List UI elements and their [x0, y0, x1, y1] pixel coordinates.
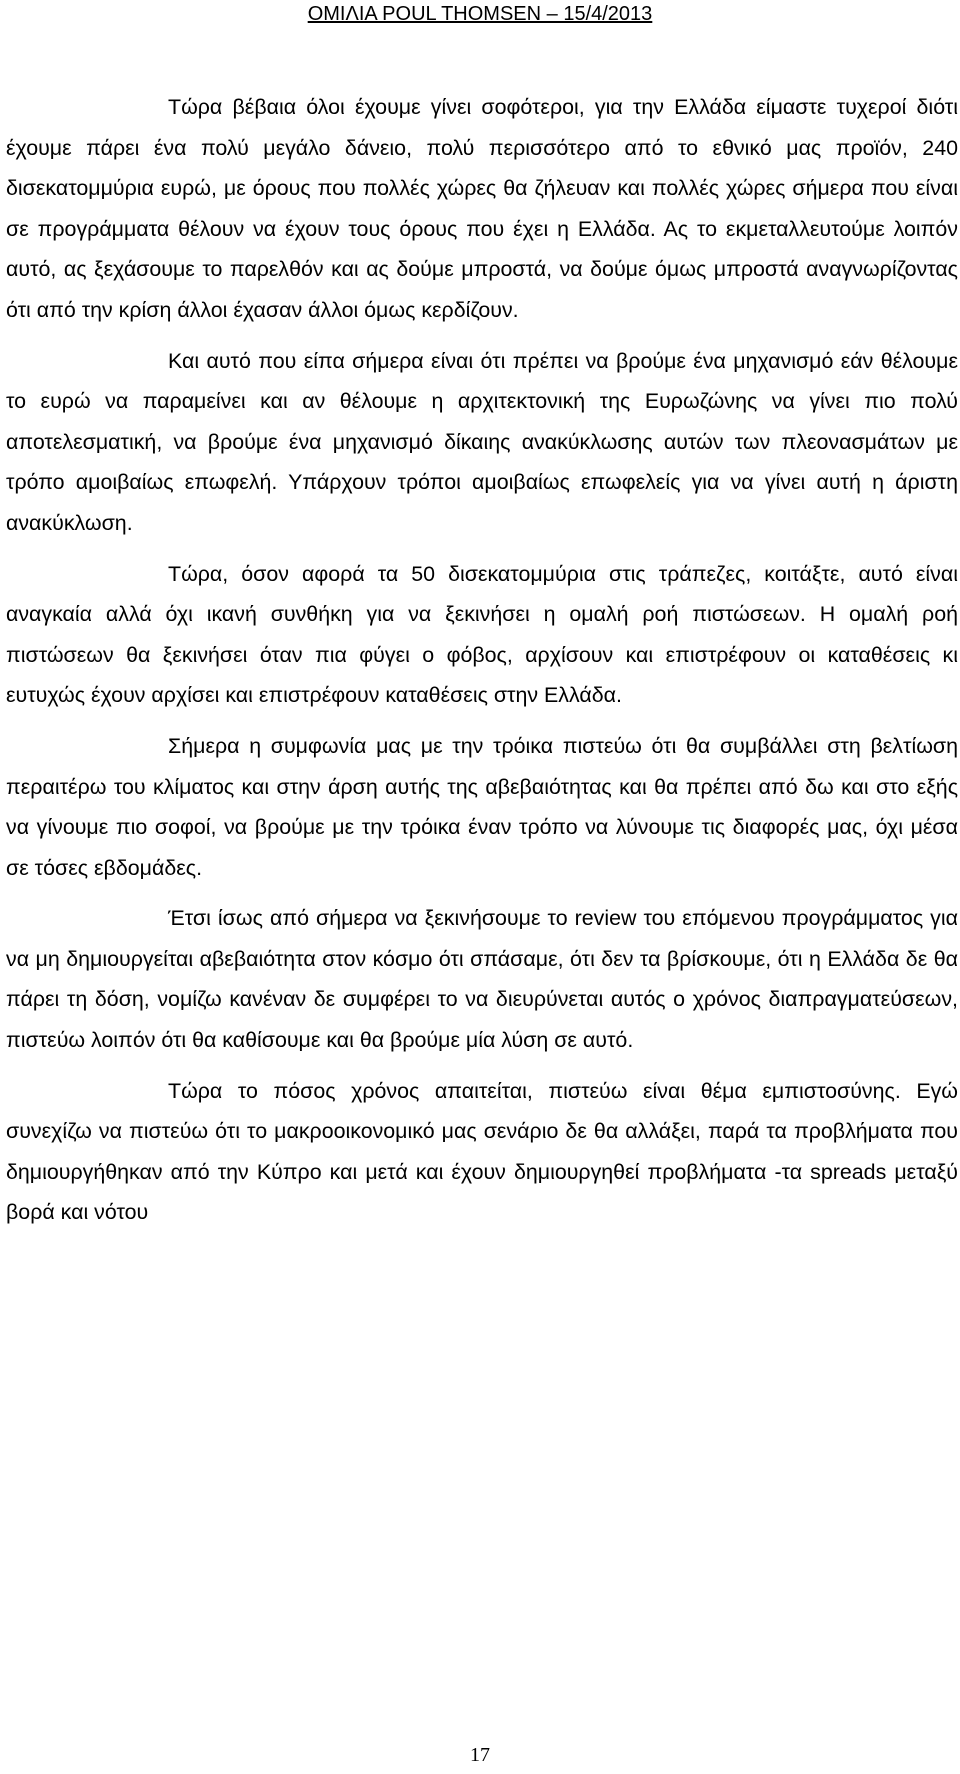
page-number: 17 [470, 1744, 490, 1766]
paragraph-5: Έτσι ίσως από σήμερα να ξεκινήσουμε το review του επόμενου προγράμματος για να μη δημιουργείται αβεβαιότητα στον κόσμο ότι σπάσαμε, ότι δεν τα βρίσκουμε, ότι η Ελλάδα δε θα πάρει τη δόση, νομίζω κανέναν δε συμφέρει το να διευρύνεται αυτός ο χρόνος διαπραγματεύσεων, πιστεύω λοιπόν ότι θα καθίσουμε και θα βρούμε μία λύση σε αυτό. [6, 906, 958, 1053]
paragraph-6: Τώρα το πόσος χρόνος απαιτείται, πιστεύω είναι θέμα εμπιστοσύνης. Εγώ συνεχίζω να πιστεύω ότι το μακροοικονομικό μας σενάριο δε θα αλλάξει, παρά τα προβλήματα που δημιουργήθηκαν από την Κύπρο και μετά και έχουν δημιουργηθεί προβλήματα -τα spreads μεταξύ βορά και νότου [6, 1078, 958, 1225]
paragraph-1: Τώρα βέβαια όλοι έχουμε γίνει σοφότεροι, για την Ελλάδα είμαστε τυχεροί διότι έχουμε πάρει ένα πολύ μεγάλο δάνειο, πολύ περισσότερο από το εθνικό μας προϊόν, 240 δισεκατομμύρια ευρώ, με όρους που πολλές χώρες θα ζήλευαν και πολλές χώρες σήμερα που είναι σε προγράμματα θέλουν να έχουν τους όρους που έχει η Ελλάδα. Ας το εκμεταλλευτούμε λοιπόν αυτό, ας ξεχάσουμε το παρελθόν και ας δούμε μπροστά, να δούμε όμως μπροστά αναγνωρίζοντας ότι από την κρίση άλλοι έχασαν άλλοι όμως κερδίζουν. [6, 95, 958, 322]
paragraph-4: Σήμερα η συμφωνία μας με την τρόικα πιστεύω ότι θα συμβάλλει στη βελτίωση περαιτέρω του κλίματος και στην άρση αυτής της αβεβαιότητας και θα πρέπει από δω και στο εξής να γίνουμε πιο σοφοί, να βρούμε με την τρόικα έναν τρόπο να λύνουμε τις διαφορές μας, όχι μέσα σε τόσες εβδομάδες. [6, 733, 958, 880]
document-body [6, 87, 958, 1243]
document-header: ΟΜΙΛΙΑ POUL THOMSEN – 15/4/2013 [307, 3, 653, 25]
paragraph-3: Τώρα, όσον αφορά τα 50 δισεκατομμύρια στις τράπεζες, κοιτάξτε, αυτό είναι αναγκαία αλλά όχι ικανή συνθήκη για να ξεκινήσει η ομαλή ροή πιστώσεων. Η ομαλή ροή πιστώσεων θα ξεκινήσει όταν πια φύγει ο φόβος, αρχίσουν και επιστρέφουν οι καταθέσεις κι ευτυχώς έχουν αρχίσει και επιστρέφουν καταθέσεις στην Ελλάδα. [6, 561, 958, 708]
paragraph-2: Και αυτό που είπα σήμερα είναι ότι πρέπει να βρούμε ένα μηχανισμό εάν θέλουμε το ευρώ να παραμείνει και αν θέλουμε η αρχιτεκτονική της Ευρωζώνης να γίνει πιο πολύ αποτελεσματική, να βρούμε ένα μηχανισμό δίκαιης ανακύκλωσης αυτών των πλεονασμάτων με τρόπο αμοιβαίως επωφελή. Υπάρχουν τρόποι αμοιβαίως επωφελείς για να γίνει αυτή η άριστη ανακύκλωση. [6, 348, 958, 535]
